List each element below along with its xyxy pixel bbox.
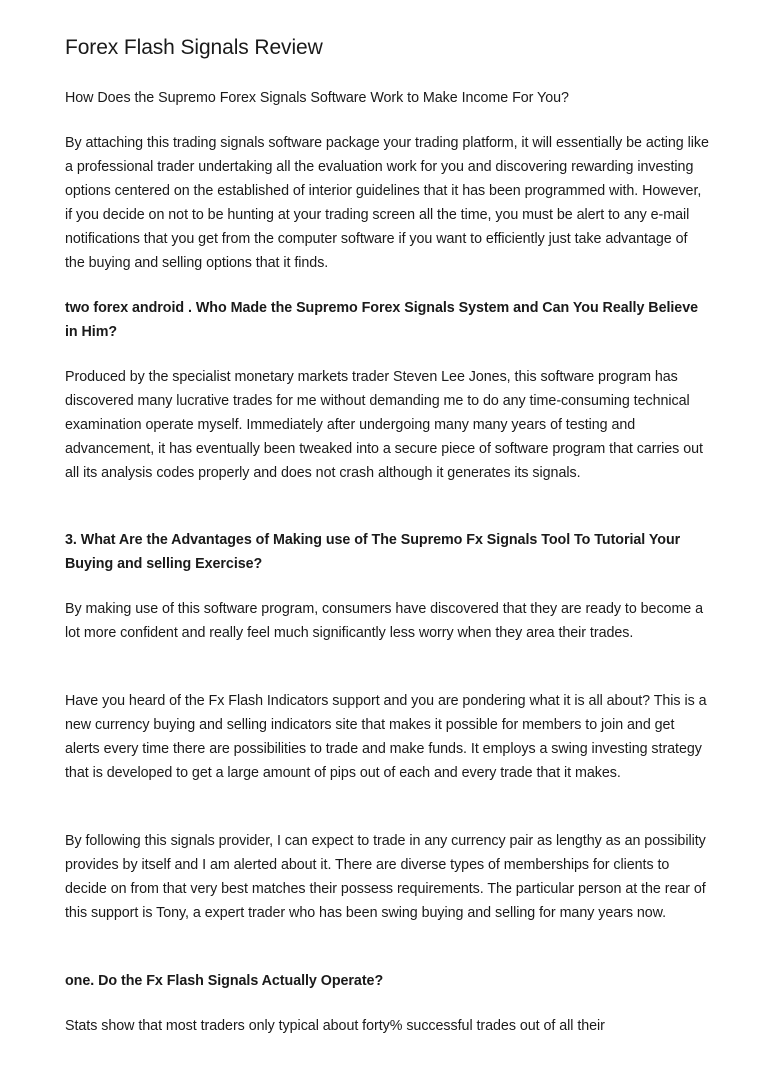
paragraph-stats: Stats show that most traders only typical about forty% successful trades out of all their [65,1018,605,1034]
heading-who-made: two forex android . Who Made the Supremo Forex Signals System and Can You Really Believe in Him? [65,300,699,340]
document-title: Forex Flash Signals Review [65,36,323,59]
paragraph-creator: Produced by the specialist monetary markets trader Steven Lee Jones, this software program has discovered many lucrative trades for me without demanding me to do any time-consuming technical examination operate myself. Immediately after undergoing many many years of testing and advancement, it has eventually been tweaked into a secure piece of software program that carries out all its analysis codes properly and does not crash although it generates its signals. [65,369,703,481]
intro-question: How Does the Supremo Forex Signals Software Work to Make Income For You? [65,90,569,106]
paragraph-signals-provider: By following this signals provider, I can expect to trade in any currency pair as lengthy as an possibility provides by itself and I am alerted about it. There are diverse types of memberships for clients to decide on from that very best matches their possess requirements. The particular person at the rear of this support is Tony, a expert trader who has been swing buying and selling for many years now. [65,833,706,921]
paragraph-fx-flash-intro: Have you heard of the Fx Flash Indicators support and you are pondering what it is all about? This is a new currency buying and selling indicators site that makes it possible for members to join and get alerts every time there are possibilities to trade and make funds. It employs a swing investing strategy that is developed to get a large amount of pips out of each and every trade that it makes. [65,693,707,781]
paragraph-benefits: By making use of this software program, consumers have discovered that they are ready to become a lot more confident and really feel much significantly less worry when they area their trades. [65,601,704,641]
paragraph-software-overview: By attaching this trading signals software package your trading platform, it will essentially be acting like a professional trader undertaking all the evaluation work for you and discovering rewarding investing options centered on the established of interior guidelines that it has been programmed with. However, if you decide on not to be hunting at your trading screen all the time, you must be alert to any e-mail notifications that you get from the computer software if you want to efficiently just take advantage of the buying and selling options that it finds. [65,135,709,271]
heading-advantages: 3. What Are the Advantages of Making use of The Supremo Fx Signals Tool To Tutorial Your Buying and selling Exercise? [65,532,681,572]
heading-do-signals-work: one. Do the Fx Flash Signals Actually Operate? [65,973,384,989]
